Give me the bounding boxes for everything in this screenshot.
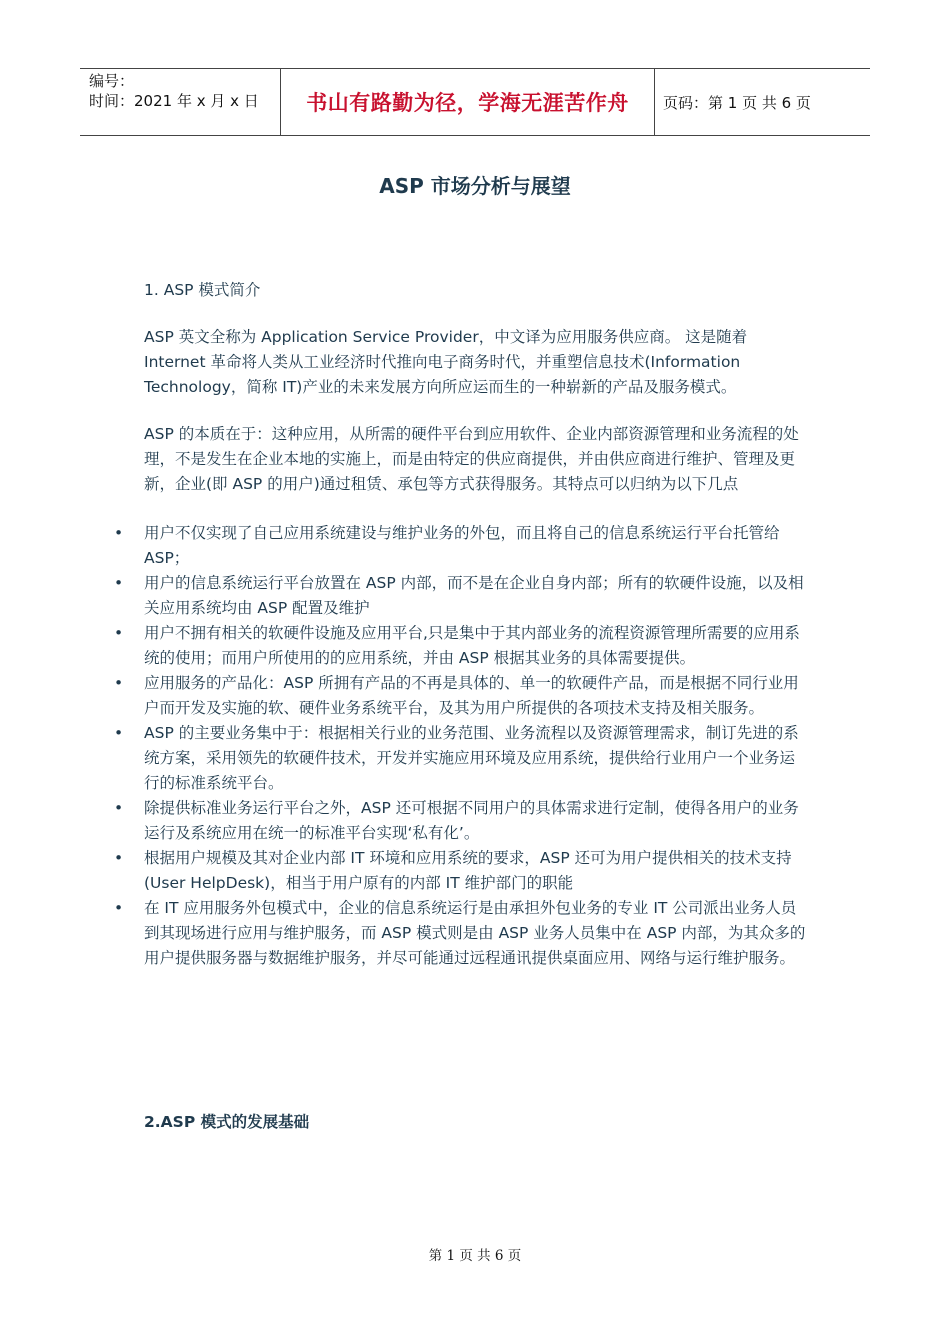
list-item: • 用户的信息系统运行平台放置在 ASP 内部，而不是在企业自身内部；所有的软硬件设施，以及相关应用系统均由 ASP 配置及维护: [144, 571, 809, 621]
header-table: [80, 68, 870, 136]
paragraph: ASP 英文全称为 Application Service Provider，中文译为应用服务供应商。 这是随着 Internet 革命将人类从工业经济时代推向电子商务时代，并重塑信息技术(Information Technology，简称 IT)产业的未来发展方向所应运而生的一种崭新的产品及服务模式。: [144, 328, 748, 396]
date-label: 时间：2021 年 x 月 x 日: [89, 92, 259, 110]
list-item: • 应用服务的产品化：ASP 所拥有产品的不再是具体的、单一的软硬件产品，而是根据不同行业用户而开发及实施的软、硬件业务系统平台，及其为用户所提供的各项技术支持及相关服务。: [144, 671, 809, 721]
header-meta-cell: [80, 69, 281, 135]
list-item: • 除提供标准业务运行平台之外，ASP 还可根据不同用户的具体需求进行定制，使得各用户的业务运行及系统应用在统一的标准平台实现‘私有化’。: [144, 796, 809, 846]
list-item: • 用户不仅实现了自己应用系统建设与维护业务的外包，而且将自己的信息系统运行平台托管给 ASP；: [144, 521, 809, 571]
section-1-heading: 1. ASP 模式简介: [144, 281, 261, 299]
page-footer: 第 1 页 共 6 页: [428, 1248, 522, 1264]
list-item: • ASP 的主要业务集中于：根据相关行业的业务范围、业务流程以及资源管理需求，制订先进的系统方案，采用领先的软硬件技术，开发并实施应用环境及应用系统，提供给行业用户一个业务运行的标准系统平台。: [144, 721, 809, 796]
paragraph: ASP 的本质在于：这种应用，从所需的硬件平台到应用软件、企业内部资源管理和业务流程的处理，不是发生在企业本地的实施上，而是由特定的供应商提供，并由供应商进行维护、管理及更新，企业(即 ASP 的用户)通过租赁、承包等方式获得服务。其特点可以归纳为以下几点: [144, 425, 799, 493]
section-2-heading: 2.ASP 模式的发展基础: [144, 1113, 310, 1131]
list-item: • 用户不拥有相关的软硬件设施及应用平台,只是集中于其内部业务的流程资源管理所需要的应用系统的使用；而用户所使用的的应用系统，并由 ASP 根据其业务的具体需要提供。: [144, 621, 809, 671]
number-label: 编号：: [89, 72, 135, 90]
list-item: • 在 IT 应用服务外包模式中，企业的信息系统运行是由承担外包业务的专业 IT 公司派出业务人员到其现场进行应用与维护服务，而 ASP 模式则是由 ASP 业务人员集中在 ASP 内部，为其众多的用户提供服务器与数据维护服务，并尽可能通过远程通讯提供桌面应用、网络与运行维护服务。: [144, 896, 809, 971]
main-content: [144, 278, 809, 971]
list-item: • 根据用户规模及其对企业内部 IT 环境和应用系统的要求，ASP 还可为用户提供相关的技术支持 (User HelpDesk)，相当于用户原有的内部 IT 维护部门的职能: [144, 846, 809, 896]
header-motto: 书山有路勤为径，学海无涯苦作舟: [281, 69, 655, 135]
document-title: ASP 市场分析与展望: [379, 174, 571, 198]
feature-list: [144, 521, 809, 971]
header-page-info: 页码：第 1 页 共 6 页: [663, 93, 811, 112]
